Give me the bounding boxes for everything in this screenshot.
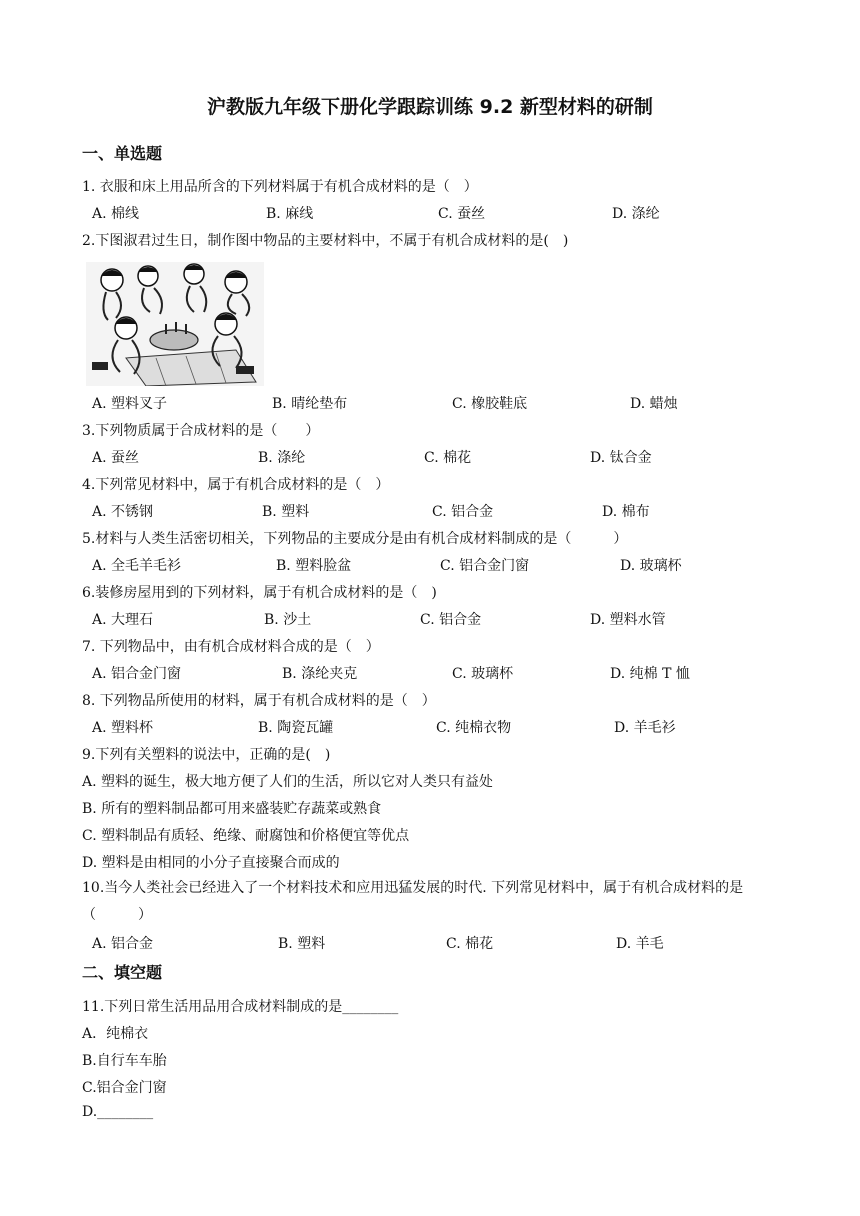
q4-option-c: C. 铝合金 <box>432 504 494 520</box>
question-8: 8. 下列物品所使用的材料，属于有机合成材料的是（ ） <box>82 693 436 709</box>
section-heading-fill-blank: 二、填空题 <box>82 963 163 982</box>
q9-option-c: C. 塑料制品有质轻、绝缘、耐腐蚀和价格便宜等优点 <box>82 828 410 844</box>
question-4: 4.下列常见材料中，属于有机合成材料的是（ ） <box>82 477 390 493</box>
birthday-party-illustration <box>86 262 264 386</box>
question-11: 11.下列日常生活用品用合成材料制成的是________ <box>82 999 399 1015</box>
q7-option-c: C. 玻璃杯 <box>452 666 514 682</box>
question-2: 2.下图淑君过生日，制作图中物品的主要材料中，不属于有机合成材料的是( ) <box>82 233 569 249</box>
q5-option-b: B. 塑料脸盆 <box>276 558 352 574</box>
q8-option-d: D. 羊毛衫 <box>614 720 676 736</box>
q3-option-a: A. 蚕丝 <box>92 450 140 466</box>
q6-option-d: D. 塑料水管 <box>590 612 666 628</box>
question-10: 10.当今人类社会已经进入了一个材料技术和应用迅猛发展的时代. 下列常见材料中，属于有机合成材料的是（ ） <box>82 880 744 923</box>
q7-option-b: B. 涤纶夹克 <box>282 666 358 682</box>
q3-option-b: B. 涤纶 <box>258 450 306 466</box>
question-6: 6.装修房屋用到的下列材料，属于有机合成材料的是（ ) <box>82 585 437 601</box>
q3-option-c: C. 棉花 <box>424 450 472 466</box>
q9-option-a: A. 塑料的诞生，极大地方便了人们的生活，所以它对人类只有益处 <box>82 774 494 790</box>
q10-option-c: C. 棉花 <box>446 936 494 952</box>
q2-option-c: C. 橡胶鞋底 <box>452 396 528 412</box>
q1-option-d: D. 涤纶 <box>612 206 660 222</box>
q7-option-d: D. 纯棉 T 恤 <box>610 666 690 682</box>
q6-option-c: C. 铝合金 <box>420 612 482 628</box>
q11-option-a: A．纯棉衣 <box>82 1026 149 1042</box>
q11-option-c: C.铝合金门窗 <box>82 1080 167 1096</box>
q5-option-d: D. 玻璃杯 <box>620 558 682 574</box>
q9-option-b: B. 所有的塑料制品都可用来盛装贮存蔬菜或熟食 <box>82 801 382 817</box>
q11-option-b: B.自行车车胎 <box>82 1053 167 1069</box>
question-1: 1. 衣服和床上用品所含的下列材料属于有机合成材料的是（ ） <box>82 179 478 195</box>
q2-option-a: A. 塑料叉子 <box>92 396 168 412</box>
question-7: 7. 下列物品中，由有机合成材料合成的是（ ） <box>82 639 380 655</box>
q4-option-a: A. 不锈钢 <box>92 504 154 520</box>
q1-option-a: A. 棉线 <box>92 206 140 222</box>
q11-option-d: D.________ <box>82 1104 154 1120</box>
q8-option-a: A. 塑料杯 <box>92 720 154 736</box>
q5-option-a: A. 全毛羊毛衫 <box>92 558 182 574</box>
q4-option-d: D. 棉布 <box>602 504 650 520</box>
q5-option-c: C. 铝合金门窗 <box>440 558 530 574</box>
q10-option-a: A. 铝合金 <box>92 936 154 952</box>
q6-option-b: B. 沙土 <box>264 612 312 628</box>
question-3: 3.下列物质属于合成材料的是（ ） <box>82 423 320 439</box>
q2-option-b: B. 晴纶垫布 <box>272 396 348 412</box>
section-heading-single-choice: 一、单选题 <box>82 144 163 163</box>
q3-option-d: D. 钛合金 <box>590 450 652 466</box>
q1-option-b: B. 麻线 <box>266 206 314 222</box>
q6-option-a: A. 大理石 <box>92 612 154 628</box>
q9-option-d: D. 塑料是由相同的小分子直接聚合而成的 <box>82 855 340 871</box>
q7-option-a: A. 铝合金门窗 <box>92 666 182 682</box>
q10-option-d: D. 羊毛 <box>616 936 664 952</box>
question-5: 5.材料与人类生活密切相关，下列物品的主要成分是由有机合成材料制成的是（ ） <box>82 531 628 547</box>
q10-option-b: B. 塑料 <box>278 936 326 952</box>
q4-option-b: B. 塑料 <box>262 504 310 520</box>
q2-option-d: D. 蜡烛 <box>630 396 678 412</box>
q8-option-b: B. 陶瓷瓦罐 <box>258 720 334 736</box>
q1-option-c: C. 蚕丝 <box>438 206 486 222</box>
q8-option-c: C. 纯棉衣物 <box>436 720 512 736</box>
question-9: 9.下列有关塑料的说法中，正确的是( ) <box>82 747 331 763</box>
page-title: 沪教版九年级下册化学跟踪训练 9.2 新型材料的研制 <box>207 96 653 118</box>
